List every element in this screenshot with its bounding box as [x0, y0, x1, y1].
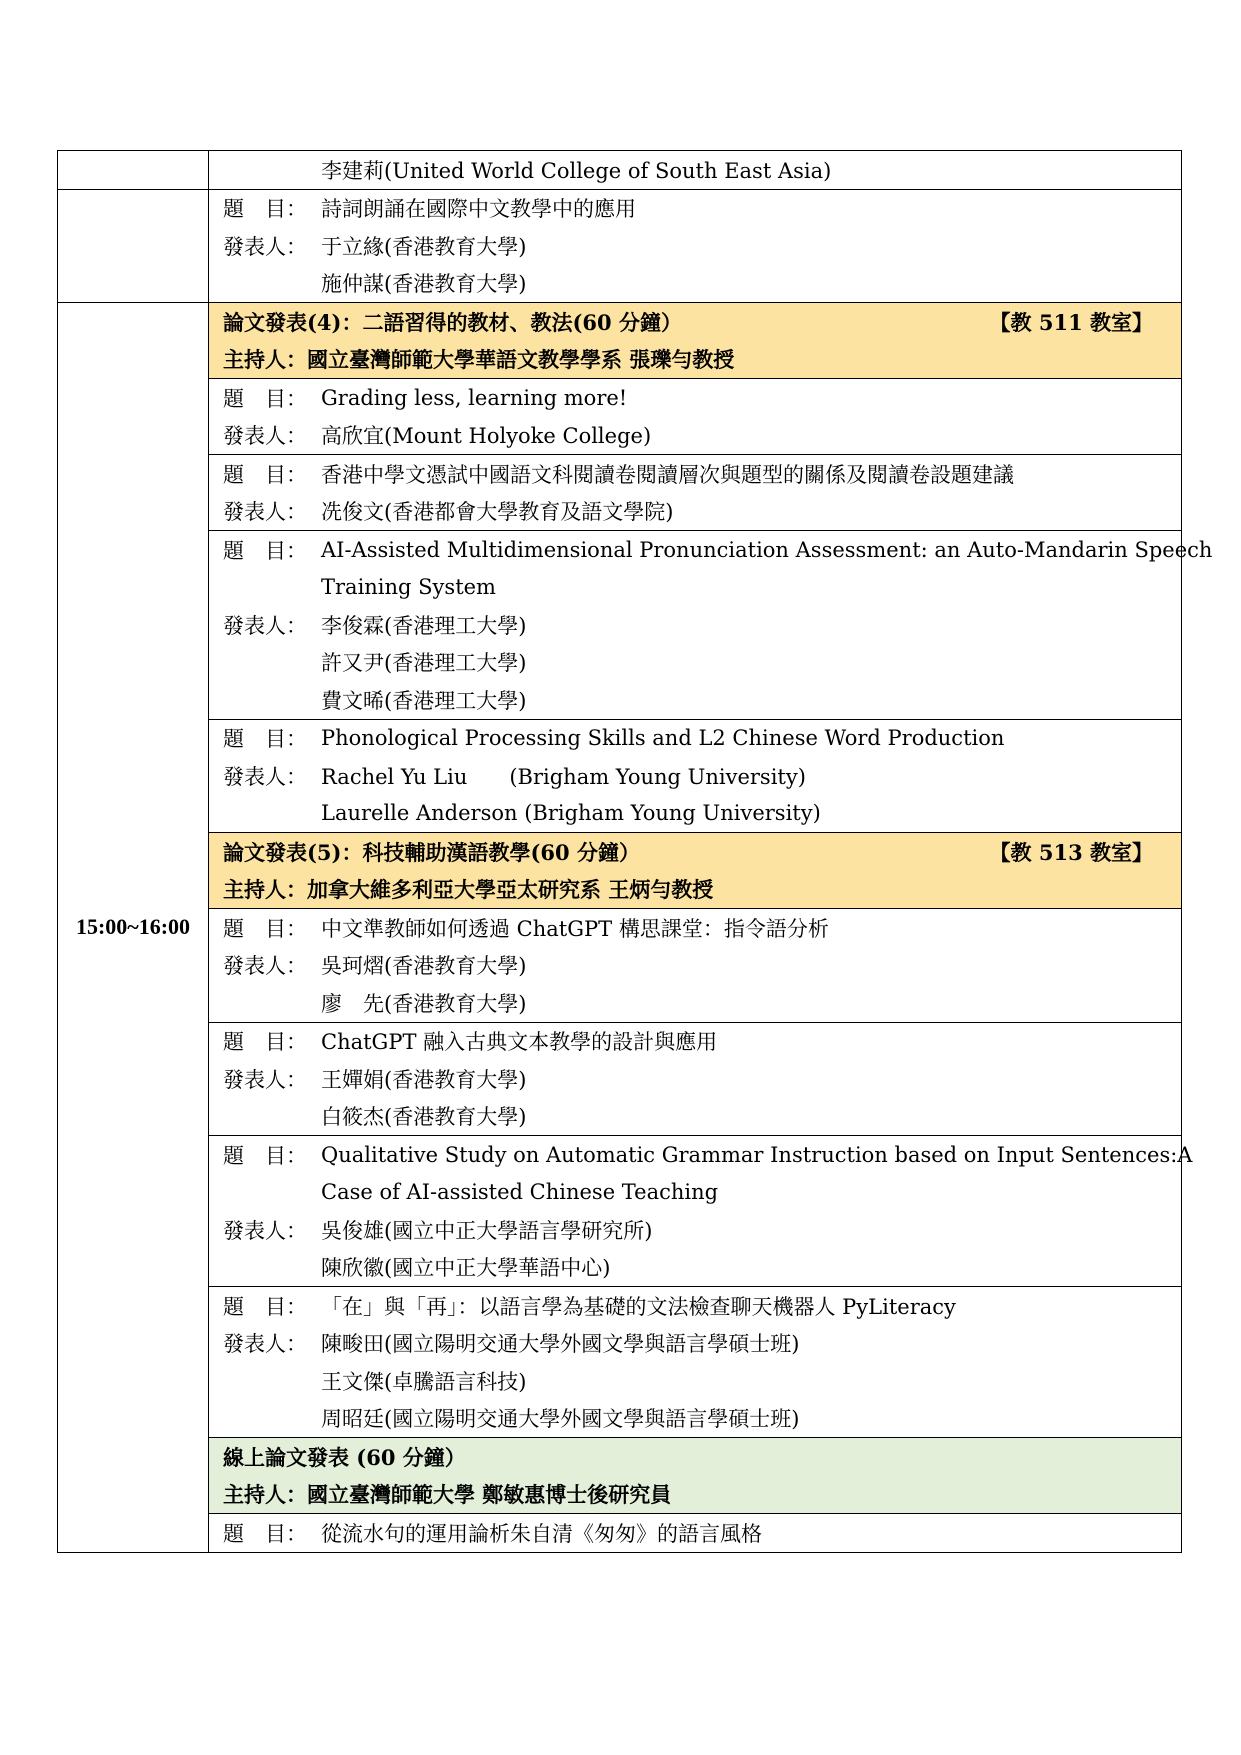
- table-row: [58, 151, 1182, 190]
- presenter-name: 李俊霖(香港理工大學): [321, 613, 527, 638]
- paper-title: ChatGPT 融入古典文本教學的設計與應用: [321, 1030, 718, 1055]
- paper-title: 香港中學文憑試中國語文科閱讀卷閱讀層次與題型的關係及閱讀卷設題建議: [321, 462, 1014, 487]
- table-row: 題 目： 詩詞朗誦在國際中文教學中的應用 發表人： 于立緣(香港教育大學) 施仲謀(香港教育大學): [58, 189, 1182, 303]
- schedule-table: [57, 150, 1213, 1553]
- section-title: 線上論文發表 (60 分鐘）: [223, 1444, 466, 1470]
- presenter-name: 冼俊文(香港都會大學教育及語文學院): [321, 500, 674, 525]
- presenter-name: 周昭廷(國立陽明交通大學外國文學與語言學碩士班): [321, 1407, 800, 1432]
- host-line: 主持人：國立臺灣師範大學 鄭敏惠博士後研究員: [223, 1482, 672, 1508]
- table-row: 題 目： 中文準教師如何透過 ChatGPT 構思課堂：指令語分析 發表人： 吳珂熠(香港教育大學) 廖 先(香港教育大學): [58, 909, 1182, 1023]
- presenter-name: 李建莉(United World College of South East Asia): [321, 158, 832, 183]
- table-row: 題 目： 從流水句的運用論析朱自清《匆匆》的語言風格: [58, 1514, 1182, 1553]
- presenter-name: Rachel Yu Liu (Brigham Young University): [321, 764, 806, 789]
- presenter-name: Laurelle Anderson (Brigham Young University): [321, 801, 821, 826]
- section-title: 論文發表(5)：科技輔助漢語教學(60 分鐘）: [223, 839, 640, 865]
- presenter-name: 白筱杰(香港教育大學): [321, 1105, 527, 1130]
- presenter-name: 高欣宜(Mount Holyoke College): [321, 424, 652, 449]
- paper-title: Grading less, learning more!: [321, 385, 628, 410]
- time-cell: [58, 303, 209, 1553]
- table-row: 題 目： 香港中學文憑試中國語文科閱讀卷閱讀層次與題型的關係及閱讀卷設題建議 發表人： 冼俊文(香港都會大學教育及語文學院): [58, 455, 1182, 531]
- presenter-name: 許又尹(香港理工大學): [321, 651, 527, 676]
- presenter-name: 吳俊雄(國立中正大學語言學研究所): [321, 1218, 653, 1243]
- time-slot: 15:00~16:00: [75, 914, 191, 940]
- paper-title: 中文準教師如何透過 ChatGPT 構思課堂：指令語分析: [321, 916, 829, 941]
- table-row: 題 目： Phonological Processing Skills and L2 Chinese Word Production 發表人： Rachel Yu Liu (Brigham Young University) Laurelle Anderson (Brigham Young University): [58, 719, 1182, 833]
- table-row: 題 目： Qualitative Study on Automatic Grammar Instruction based on Input Sentences:A Case of AI-assisted Chinese Teaching 發表人： 吳俊雄(國立中正大學語言學研究所) 陳欣徽(國立中正大學華語中心): [58, 1136, 1182, 1287]
- time-cell-empty: [58, 151, 209, 190]
- presenter-name: 王文傑(卓騰語言科技): [321, 1369, 527, 1394]
- section-header: [58, 1438, 1182, 1514]
- table-row: 題 目： 「在」與「再」：以語言學為基礎的文法檢查聊天機器人 PyLiteracy 發表人： 陳畯田(國立陽明交通大學外國文學與語言學碩士班) 王文傑(卓騰語言科技) 周昭廷(國立陽明交通大學外國文學與語言學碩士班): [58, 1287, 1182, 1438]
- paper-title: AI-Assisted Multidimensional Pronunciation Assessment: an Auto-Mandarin Speech: [321, 537, 1213, 562]
- presenter-name: 于立緣(香港教育大學): [321, 234, 527, 259]
- table-row: 題 目： ChatGPT 融入古典文本教學的設計與應用 發表人： 王嬋娟(香港教育大學) 白筱杰(香港教育大學): [58, 1022, 1182, 1136]
- presenter-name: 陳畯田(國立陽明交通大學外國文學與語言學碩士班): [321, 1332, 800, 1357]
- paper-title: 詩詞朗誦在國際中文教學中的應用: [321, 197, 636, 222]
- paper-title-cont: Training System: [321, 575, 496, 600]
- presenter-name: 施仲謀(香港教育大學): [321, 272, 527, 297]
- time-cell-empty: [58, 189, 209, 303]
- paper-title: 「在」與「再」：以語言學為基礎的文法檢查聊天機器人 PyLiteracy: [321, 1294, 956, 1319]
- presenter-name: 廖 先(香港教育大學): [321, 991, 527, 1016]
- paper-title: 從流水句的運用論析朱自清《匆匆》的語言風格: [321, 1521, 762, 1546]
- paper-title: Phonological Processing Skills and L2 Chinese Word Production: [321, 726, 1005, 751]
- section-header: [58, 833, 1182, 909]
- presenter-name: 費文晞(香港理工大學): [321, 688, 527, 713]
- host-line: 主持人：加拿大維多利亞大學亞太研究系 王炳勻教授: [223, 877, 714, 903]
- room-label: 【教 511 教室】: [989, 309, 1153, 335]
- paper-title-cont: Case of AI-assisted Chinese Teaching: [321, 1180, 719, 1205]
- section-title: 論文發表(4)：二語習得的教材、教法(60 分鐘）: [223, 309, 682, 335]
- presenter-name: 陳欣徽(國立中正大學華語中心): [321, 1256, 611, 1281]
- section-header: [58, 303, 1182, 379]
- paper-title: Qualitative Study on Automatic Grammar Instruction based on Input Sentences:A: [321, 1142, 1193, 1167]
- room-label: 【教 513 教室】: [989, 839, 1153, 865]
- presenter-name: 吳珂熠(香港教育大學): [321, 954, 527, 979]
- table-row: 題 目： Grading less, learning more! 發表人： 高欣宜(Mount Holyoke College): [58, 379, 1182, 455]
- table-row: 題 目： AI-Assisted Multidimensional Pronunciation Assessment: an Auto-Mandarin Speech Training System 發表人： 李俊霖(香港理工大學) 許又尹(香港理工大學) 費文晞(香港理工大學): [58, 531, 1182, 720]
- host-line: 主持人：國立臺灣師範大學華語文教學學系 張瓅勻教授: [223, 347, 735, 373]
- presenter-name: 王嬋娟(香港教育大學): [321, 1067, 527, 1092]
